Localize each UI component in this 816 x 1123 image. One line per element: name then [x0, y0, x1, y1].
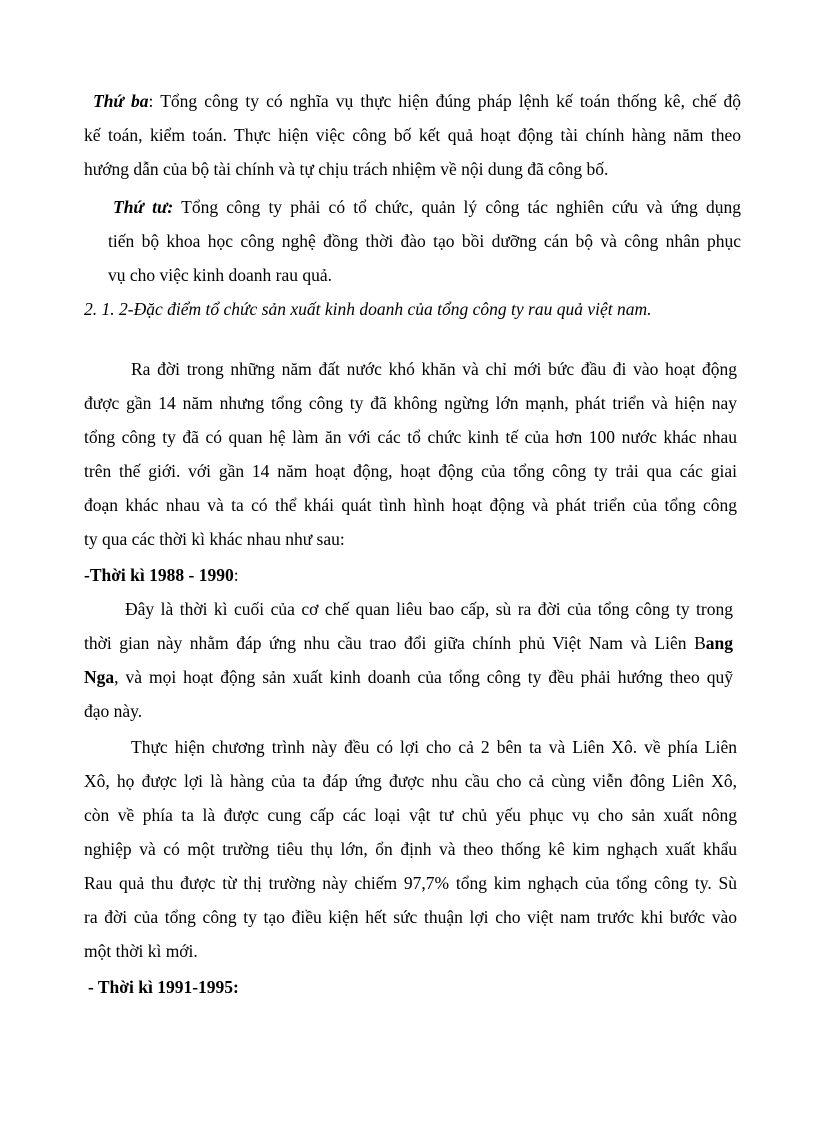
paragraph-program-line-1: Thực hiện chương trình này đều có lợi cho cả 2 bên ta và Liên Xô. về phía Liên	[131, 737, 737, 757]
paragraph-1988-line-3	[84, 660, 733, 694]
period-2-heading: - Thời kì 1991-1995:	[88, 977, 239, 997]
paragraph-program-line-5: Rau quả thu được từ thị trường này chiếm 97,7% tổng kim nghạch của tổng công ty. Sù	[84, 873, 737, 893]
paragraph-program-line-3: còn về phía ta là được cung cấp các loại vật tư chủ yếu phục vụ cho sản xuất nông	[84, 805, 737, 825]
label-thu-ba: Thứ ba	[93, 91, 149, 111]
paragraph-intro-line-5: đoạn khác nhau và ta có thể khái quát tình hình hoạt động và phát triển của tổng công	[84, 495, 737, 515]
period-1-label: -Thời kì 1988 - 1990	[84, 565, 234, 585]
paragraph-program-line-7: một thời kì mới.	[84, 941, 198, 961]
text: Tổng công ty phải có tổ chức, quản lý công tác nghiên cứu và ứng dụng	[173, 197, 741, 217]
paragraph-thu-tu-line-1	[113, 190, 741, 224]
paragraph-thu-ba-line-2: kế toán, kiểm toán. Thực hiện việc công bố kết quả hoạt động tài chính hàng năm theo	[84, 125, 741, 145]
text-bold: Nga	[84, 667, 115, 687]
paragraph-thu-ba-line-3: hướng dẫn của bộ tài chính và tự chịu trách nhiệm về nội dung đã công bố.	[84, 159, 609, 179]
paragraph-intro-line-4: trên thế giới. với gần 14 năm hoạt động, hoạt động của tổng công ty trải qua các giai	[84, 461, 737, 481]
paragraph-program-line-2: Xô, họ được lợi là hàng của ta đáp ứng được nhu cầu cho cả cùng viễn đông Liên Xô,	[84, 771, 737, 791]
paragraph-1988-line-1: Đây là thời kì cuối của cơ chế quan liêu bao cấp, sù ra đời của tổng công ty trong	[125, 599, 733, 619]
paragraph-intro-line-1: Ra đời trong những năm đất nước khó khăn và chỉ mới bức đầu đi vào hoạt động	[131, 359, 737, 379]
paragraph-program-line-4: nghiệp và có một trường tiêu thụ lớn, ổn định và theo thống kê kim nghạch xuất khẩu	[84, 839, 737, 859]
label-thu-tu: Thứ tư:	[113, 197, 174, 217]
paragraph-thu-tu-line-3: vụ cho việc kinh doanh rau quả.	[108, 265, 333, 285]
paragraph-program-line-6: ra đời của tổng công ty tạo điều kiện hết sức thuận lợi cho việt nam trước khi bước vào	[84, 907, 737, 927]
period-1-heading	[84, 558, 239, 592]
text: thời gian này nhằm đáp ứng nhu cầu trao đổi giữa chính phủ Việt Nam và Liên B	[84, 633, 706, 653]
text: , và mọi hoạt động sản xuất kinh doanh của tổng công ty đều phải hướng theo quỹ	[114, 667, 733, 687]
paragraph-intro-line-2: được gần 14 năm nhưng tổng công ty đã không ngừng lớn mạnh, phát triển và hiện nay	[84, 393, 737, 413]
paragraph-intro-line-3: tổng công ty đã có quan hệ làm ăn với các tổ chức kinh tế của hơn 100 nước khác nhau	[84, 427, 737, 447]
paragraph-thu-tu-line-2: tiến bộ khoa học công nghệ đồng thời đào tạo bồi dưỡng cán bộ và công nhân phục	[108, 231, 741, 251]
paragraph-1988-line-2	[84, 626, 733, 660]
text: : Tổng công ty có nghĩa vụ thực hiện đúng pháp lệnh kế toán thống kê, chế độ	[148, 91, 741, 111]
section-heading: 2. 1. 2-Đặc điểm tổ chức sản xuất kinh doanh của tổng công ty rau quả việt nam.	[84, 299, 652, 319]
period-1-suffix: :	[233, 565, 239, 585]
paragraph-intro-line-6: ty qua các thời kì khác nhau như sau:	[84, 529, 345, 549]
paragraph-1988-line-4: đạo này.	[84, 701, 143, 721]
text-bold: ang	[705, 633, 733, 653]
paragraph-thu-ba-line-1	[93, 84, 741, 118]
